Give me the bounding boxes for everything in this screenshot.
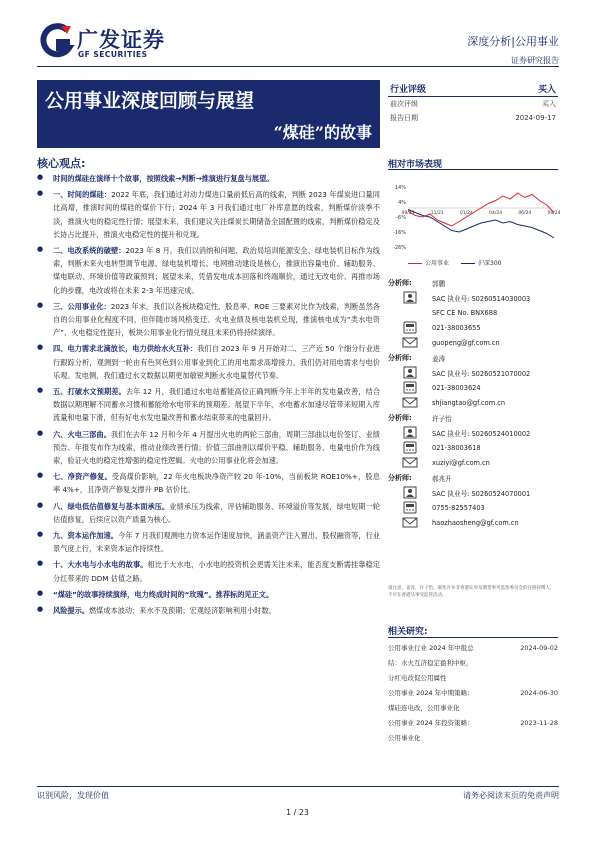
analyst-phone-row <box>388 440 558 455</box>
report-header <box>0 0 595 72</box>
core-view-item <box>37 244 380 297</box>
analyst-phone-row <box>388 500 558 515</box>
license-note: 请注意，姜涛，许子怡，郝兆升并非香港证券及期货事务监察委员会的注册持牌人，不可在香港从事受监管活动。 <box>388 586 555 598</box>
legend-swatch-csi300 <box>461 263 475 264</box>
related-research-item <box>388 731 558 746</box>
report-subtitle: “煤硅”的故事 <box>273 123 372 142</box>
rating-row-previous <box>388 97 558 111</box>
core-view-text <box>53 604 380 617</box>
analyst-name-row <box>388 410 558 425</box>
related-divider <box>388 637 558 638</box>
related-research-list <box>388 641 558 746</box>
analyst-sac-row <box>388 290 558 305</box>
logo-text-cn: 广发证券 <box>77 28 165 52</box>
rating-row-industry <box>388 80 558 97</box>
bullet-dot: ● <box>37 471 44 480</box>
core-view-item <box>37 558 380 584</box>
mail-icon <box>388 516 432 529</box>
analyst-email-row <box>388 455 558 470</box>
id-card-icon <box>388 426 432 439</box>
analyst-email-row-value[interactable]: xuziyi@gf.com.cn <box>432 458 490 467</box>
related-research-item <box>388 701 558 716</box>
bullet-dot: ● <box>37 428 44 437</box>
rating-row-date <box>388 111 558 125</box>
x-tick-label: 04/24 <box>489 211 503 216</box>
relative-performance-chart <box>388 172 561 272</box>
analyst-name-row <box>388 470 558 485</box>
legend-item-utilities <box>408 258 449 267</box>
related-research-title-text[interactable]: 公用事业化 <box>388 734 421 742</box>
core-view-lead: 七、净资产修复。 <box>53 472 112 482</box>
header-category-block <box>467 33 559 66</box>
core-view-body: 2022 年底，我们通过对动力煤进口量前低后高的线索，判断 2023 年煤炭进口量同比高增，推演时间的煤硅的煤价下行；2024 年 3 月我们通过电厂补库意愿的线索，判断煤价淡季不淡，推演火电的稳定性行情；展望未来，我们建议关注煤炭长期储备全国配置的线索，判断煤价稳定及长协占比提升，推演火电稳定性的提升和兑现。 <box>53 190 380 239</box>
core-view-text <box>53 385 380 425</box>
core-view-body: 我们在去年 12 月和今年 4 月提出火电的两轮三部曲，周期三部曲以电价签订、业绩预告、年报发布作为线索，推动业绩改善行情；价值三部曲则以煤价平稳、辅助服务、电量电价作为线索，验证火电的稳定性增强的稳定性逻辑。火电的公用事业化将会加速。 <box>53 429 380 466</box>
analyst-name-row <box>388 350 558 365</box>
analyst-name-row <box>388 275 558 290</box>
core-view-lead: 四、电力需求北滴放长，电力供给水火互补： <box>53 344 198 354</box>
analyst-name-row-value: 姜涛 <box>432 354 446 363</box>
core-view-body: 2023 年 8 月，我们以消纳和问题、政治局培训能源安全、绿电装机目标作为线索，判断未来火电转型调节电源、绿电装机增长、电网推动建设是核心，推演出容量电价、辅助服务、煤电联动、环境价值等政策预判；展望未来，凭借发电成本回落和终端顺价，通过无改电价、再推市场化的步骤，电改或将在未来 2-3 年迅速完成。 <box>53 246 380 295</box>
y-tick-label: -26% <box>393 245 406 251</box>
bullet-dot: ● <box>37 500 44 509</box>
related-research-title: 相关研究: <box>388 627 428 637</box>
core-view-lead: 八、绿电低估值修复与基本面承压。 <box>53 501 170 511</box>
core-view-text <box>53 300 380 340</box>
phone-icon <box>388 441 432 454</box>
rating-label: 行业评级 <box>390 84 427 95</box>
bullet-dot: ● <box>37 343 44 352</box>
footer-disclaimer: 请务必阅读末页的免责声明 <box>463 791 559 800</box>
core-view-item <box>37 342 380 382</box>
core-view-item <box>37 428 380 468</box>
analyst-sac-row <box>388 425 558 440</box>
legend-item-csi300 <box>461 258 501 267</box>
bullet-dot: ● <box>37 530 44 539</box>
bullet-dot: ● <box>37 300 44 309</box>
related-research-title-text[interactable]: 结：水火互济稳定盈利中枢， <box>388 659 473 667</box>
analyst-sac-row <box>388 485 558 500</box>
core-view-text <box>53 428 380 468</box>
legend-label-utilities: 公用事业 <box>425 260 450 267</box>
legend-label-csi300: 沪深300 <box>478 260 502 267</box>
logo-text-en: GF SECURITIES <box>78 50 148 59</box>
analyst-email-row <box>388 515 558 530</box>
analyst-name-row-value: 许子怡 <box>432 414 452 423</box>
x-tick-label: 09/23 <box>401 211 415 216</box>
series-line-0 <box>408 193 554 226</box>
related-research-title-text[interactable]: 煤硅连电改，公用事业化 <box>388 704 460 712</box>
phone-icon <box>388 501 432 514</box>
id-card-icon <box>388 486 432 499</box>
core-view-item <box>37 529 380 555</box>
core-view-text <box>53 529 380 555</box>
core-view-lead: 风险提示。 <box>53 606 89 616</box>
analyst-phone-row-value: 021-38003624 <box>432 383 481 392</box>
report-category: 深度分析|公用事业 <box>467 35 559 48</box>
core-view-lead: 时间的煤硅在演绎十个故事，按照线索→判断→推演进行复盘与展望。 <box>53 174 274 183</box>
previous-rating-label: 前次评级 <box>390 100 418 108</box>
chart-legend <box>388 258 558 267</box>
core-view-item <box>37 500 380 526</box>
core-views-title: 核心观点: <box>37 157 86 170</box>
x-tick-label: 09/24 <box>547 211 561 216</box>
analyst-email-row <box>388 335 558 350</box>
core-view-item <box>37 385 380 425</box>
core-view-item <box>37 604 380 617</box>
core-view-text <box>53 188 380 241</box>
page-number: 1 / 23 <box>285 808 310 817</box>
core-view-lead: 二、电改系统的破壁： <box>53 246 126 256</box>
core-view-text <box>53 244 380 297</box>
id-card-icon <box>388 291 432 304</box>
previous-rating-value: 买入 <box>542 100 556 108</box>
core-view-body: 业绩承压为线索，评估辅助服务、环境溢价等发展，绿电短期一轮估值修复，后续应以资产质量为核心。 <box>53 501 380 524</box>
rating-value: 买入 <box>537 84 556 95</box>
x-tick-label: 11/23 <box>430 211 444 216</box>
analyst-sac-row-value: SAC 执业号: S0260524010002 <box>432 429 531 438</box>
bullet-dot: ● <box>37 189 44 198</box>
analyst-sac-row <box>388 365 558 380</box>
related-research-item <box>388 656 558 671</box>
analyst-sfc-row-value: SFC CE No. BNX688 <box>432 308 498 317</box>
analyst-sac-row-value: SAC 执业号: S0260524070001 <box>432 489 531 498</box>
side-divider <box>388 169 558 170</box>
bullet-dot: ● <box>37 588 44 597</box>
title-band <box>37 80 380 148</box>
analyst-name-row-value: 郝兆升 <box>432 474 452 483</box>
analyst-role: 分析师: <box>388 353 412 362</box>
related-research-date: 2023-11-28 <box>520 719 558 727</box>
core-view-lead: 九、资本运作加速。 <box>53 531 119 541</box>
core-view-body: 相比于大水电，小水电的投资机会更需关注未来，能否度支断需挂靠稳定分红带来的 DDM 估值之路。 <box>53 560 380 583</box>
analyst-email-row-value[interactable]: haozhaosheng@gf.com.cn <box>432 518 519 527</box>
analyst-email-row-value[interactable]: guopeng@gf.com.cn <box>432 338 500 347</box>
analyst-sfc-row <box>388 305 558 320</box>
analyst-sac-row-value: SAC 执业号: S0260521070002 <box>432 369 531 378</box>
analyst-email-row-value[interactable]: shjiangtao@gf.com.cn <box>432 398 506 407</box>
related-research-date: 2024-06-30 <box>520 689 558 697</box>
core-view-item <box>37 172 380 185</box>
x-tick-label: 06/24 <box>518 211 532 216</box>
y-tick-label: -6% <box>396 215 406 221</box>
bullet-dot: ● <box>37 173 44 181</box>
analyst-phone-row <box>388 320 558 335</box>
related-research-item <box>388 641 558 656</box>
header-divider <box>37 66 559 67</box>
x-tick-label: 01/24 <box>459 211 473 216</box>
core-view-body: 我们自 2023 年 9 月开始对二、三产近 50 个细分行业进行跟踪分析，观测到一轮由有色冥色到公用事业到化工的用电需求高增接力，我们仍对用电需求与电价乐观。发电侧，我们通过水文数据以期更加敏锐判断火水电量替代节奏。 <box>53 344 380 380</box>
core-view-text <box>53 588 380 601</box>
analyst-phone-row-value: 0755-82557403 <box>432 503 485 512</box>
y-tick-label: 14% <box>394 185 406 191</box>
core-view-body: 今年 7 月我们观测电力资本运作速度加快，涵盖资产注入置出、股权融资等，行业景气度上行，未来资本运作持续性。 <box>53 531 380 554</box>
report-date-label: 报告日期 <box>390 114 418 122</box>
relative-performance-title: 相对市场表现 <box>388 160 443 170</box>
analyst-phone-row-value: 021-38003655 <box>432 323 481 332</box>
related-research-title-text[interactable]: 公用事业 2024 年投资策略： <box>388 719 474 727</box>
mail-icon <box>388 396 432 409</box>
core-view-text <box>53 342 380 382</box>
core-view-lead: 一、时间的煤硅： <box>53 190 112 200</box>
related-research-item <box>388 716 558 731</box>
bullet-dot: ● <box>37 605 44 614</box>
legend-swatch-utilities <box>408 263 422 264</box>
rating-table <box>388 80 558 125</box>
analyst-email-row <box>388 395 558 410</box>
core-view-lead: 六、火电三部曲。 <box>53 429 111 439</box>
core-view-lead: “煤硅”的故事持续演绎，电力终成时间的“玫瑰”。推荐标的见正文。 <box>53 589 274 599</box>
report-type: 证券研究报告 <box>511 56 559 65</box>
core-view-lead: 五、打破水文预期差。 <box>53 387 126 397</box>
related-research-title-text[interactable]: 分红电改促公用属性 <box>388 674 447 682</box>
analyst-role: 分析师: <box>388 413 412 422</box>
analyst-phone-row <box>388 380 558 395</box>
related-research-title-text[interactable]: 公用事业行业 2024 年中报总 <box>388 644 474 652</box>
mail-icon <box>388 456 432 469</box>
core-views-list <box>37 172 380 620</box>
analyst-list <box>388 275 558 530</box>
analyst-sac-row-value: SAC 执业号: S0260514030003 <box>432 294 531 303</box>
core-view-body: 受高煤价影响，22 年火电板块净资产较 20 年-10%，当前板块 ROE10%+，股息率 4%+，且净资产修复支撑升 PB 估价比。 <box>53 472 380 495</box>
report-title: 公用事业深度回顾与展望 <box>45 90 255 112</box>
core-view-text <box>53 558 380 584</box>
core-view-text <box>53 172 380 185</box>
core-view-lead: 三、公用事业化： <box>53 301 111 311</box>
phone-icon <box>388 321 432 334</box>
core-view-text <box>53 500 380 526</box>
y-tick-label: -16% <box>393 230 406 236</box>
core-view-item <box>37 300 380 340</box>
core-view-item <box>37 188 380 241</box>
phone-icon <box>388 381 432 394</box>
related-research-date: 2024-09-02 <box>520 644 558 652</box>
mail-icon <box>388 336 432 349</box>
footer-slogan: 识别风险，发现价值 <box>37 791 109 800</box>
footer-divider <box>37 786 559 787</box>
gf-logo <box>37 22 167 62</box>
bullet-dot: ● <box>37 386 44 395</box>
core-view-item <box>37 470 380 496</box>
analyst-phone-row-value: 021-38003618 <box>432 443 481 452</box>
core-view-item <box>37 588 380 601</box>
related-research-item <box>388 686 558 701</box>
core-view-lead: 十、大水电与小水电的故事。 <box>53 560 148 570</box>
id-card-icon <box>388 366 432 379</box>
bullet-dot: ● <box>37 245 44 254</box>
core-view-body: 2023 年末，我们以各板块稳定性、股息率、ROE 三要素对比作为线索，判断虽然各自的公用事业化程度不同，但伴随市场风格变迁、火电业绩及核电装机兑现，推演核电成为“类水电资产”、火电稳定性提升，板块公用事业化行情兑现且未来仍将持续演绎。 <box>53 301 380 338</box>
report-date-value: 2024-09-17 <box>515 114 556 122</box>
bullet-dot: ● <box>37 559 44 568</box>
related-research-title-text[interactable]: 公用事业 2024 年中期策略： <box>388 689 474 697</box>
analyst-name-row-value: 郭鹏 <box>432 279 446 288</box>
gf-logo-icon <box>37 22 75 60</box>
analyst-role: 分析师: <box>388 278 412 287</box>
related-research-item <box>388 671 558 686</box>
core-view-body: 燃煤成本波动；来水不及预期；宏观经济影响利用小时数。 <box>88 606 276 616</box>
y-tick-label: 4% <box>398 200 406 206</box>
core-view-text <box>53 470 380 496</box>
core-view-body: 去年 12 月，我们通过水电站蓄能高位正确判断今年上半年的发电量改善，结合数据以期理解不同蓄水习惯和蓄能给水电带来的预期差。展望下半年，水电蓄水加速尽管带来短期入库流量和电量下滑，但有好电水发电量改善和蓄水结束带来的电量回升。 <box>53 387 380 423</box>
analyst-role: 分析师: <box>388 473 412 482</box>
